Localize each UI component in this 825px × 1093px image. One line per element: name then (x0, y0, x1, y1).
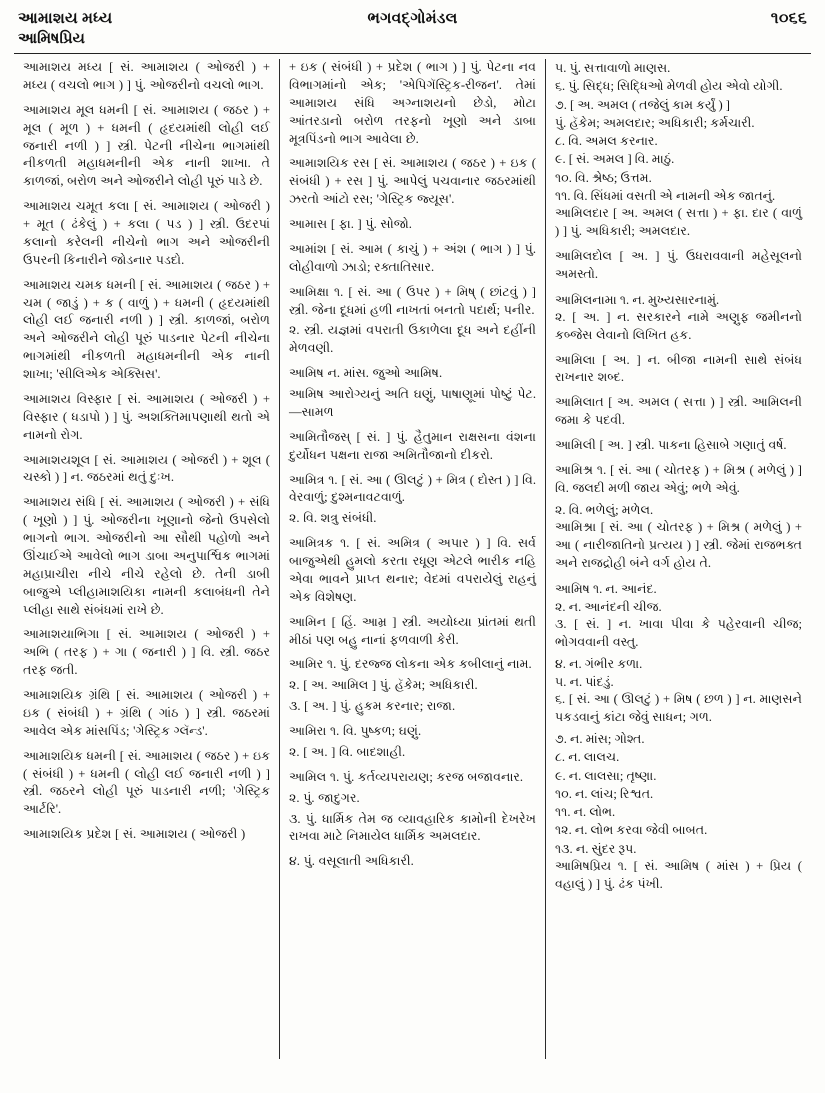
column-1 (14, 59, 280, 1059)
dictionary-sense: ૧૨. ન. લોભ કરવા જેવી બાબત. (555, 823, 708, 838)
dictionary-entry: આમિલનામા ૧. ન. મુખ્યસારનામું. (555, 292, 720, 307)
dictionary-sense: ૧૦. વિ. શ્રેષ્ઠ; ઉત્તમ. (555, 170, 652, 185)
dictionary-sense: પું. હૅકેમ; અમલદાર; અધિકારી; કર્મચારી. (555, 115, 755, 130)
dictionary-sense: ૧૧. વિ. સિંધમાં વસતી એ નામની એક જાતનું. (555, 188, 776, 203)
dictionary-entry: આમાશય ચમક ધમની [ સં. આમાશય ( જઠર ) + ચમ ( જાડું ) + ક ( વાળું ) + ધમની ( હૃદયમાંથી લોહી લઈ જનારી નળી ) ] સ્ત્રી. કાળજાં, બરોળ અને ઓજરીને લોહી પૂરું પાડનાર પેટની નીચેના ભાગમાંથી નીકળતી મહાધમનીની એક નાની શાખા; 'સીલિએક એક્સિસ'. (23, 277, 270, 381)
dictionary-entry: આમિલ ૧. પું. કર્તવ્યપરાયણ; કરજ બજાવનાર. (289, 769, 524, 784)
dictionary-entry: આમાશયિક ગ્રંથિ [ સં. આમાશય ( ઓજરી ) + ઇક ( સંબંધી ) + ગ્રંથિ ( ગાંઠ ) ] સ્ત્રી. જઠરમાં આવેલ એક માંસપિંડ; 'ગેસ્ટ્રિક ગ્લૅન્ડ'. (23, 688, 270, 738)
dictionary-entry: આમાસ [ ફા. ] પું. સોજો. (289, 217, 412, 231)
text-columns (14, 59, 811, 1059)
dictionary-entry: આમિલાત [ અ. અમલ ( સત્તા ) ] સ્ત્રી. આમિલની જમા કે પદવી. (555, 395, 802, 428)
dictionary-entry: આમિન [ હિં. આમ્ર ] સ્ત્રી. અયોધ્યા પ્રાંતમાં થતી મીઠાં પણ બહુ નાનાં ફળવાળી કેરી. (289, 614, 536, 647)
dictionary-entry: ૪. પું. વસૂલાતી અધિકારી. (289, 854, 414, 869)
dictionary-entry: ૨. સ્ત્રી. યજ્ઞમાં વપરાતી ઉકાળેલા દૂધ અને દહીંની મેળવણી. (289, 323, 536, 356)
dictionary-sense: ૫. પું. સત્તાવાળો માણસ. (555, 61, 671, 75)
dictionary-entry: આમિલા [ અ. ] ન. બીજા નામની સાથે સંબંધ રાખનાર શબ્દ. (555, 352, 802, 385)
dictionary-sense: ૨. [ અ. ] ન. સરકારને નામે અણુફ જમીનનો કબ્જેસ લેવાનો લિખિત હક. (555, 309, 802, 342)
dictionary-entry: આમિક્ષા ૧. [ સં. આ ( ઉપર ) + મિષ્ ( છાંટવું ) ] સ્ત્રી. જેના દૂધમાં હળી નાખતાં બનતો પદાર્થ; પનીર. (289, 284, 536, 317)
dictionary-sense: ૫. ન. પાંદડું. (555, 675, 614, 689)
dictionary-sense: ૯. ન. લાલસા; તૃષ્ણા. (555, 768, 657, 783)
dictionary-sense: ૩. [ સં. ] ન. ખાવા પીવા કે પહેરવાની ચીજ; ભોગવવાની વસ્તુ. (555, 617, 802, 649)
dictionary-entry: આમિલી [ અ. ] સ્ત્રી. પાકના હિસાબે ગણાતું વર્ષ. (555, 438, 787, 452)
dictionary-entry: ૨. વિ. શત્રુ સંબંધી. (289, 511, 377, 526)
dictionary-entry: આમાશયશૂલ [ સં. આમાશય ( ઓજરી ) + શૂલ ( ચસ્કો ) ] ન. જઠરમાં થતું દુઃખ. (23, 452, 270, 485)
dictionary-entry: આમિર ૧. પું. દરજ્જ લોકના એક કબીલાનું નામ. (289, 657, 532, 672)
dictionary-entry: આમાશય સંધિ [ સં. આમાશય ( ઓજરી ) + સંધિ ( ખૂણો ) ] પું. ઓજરીના ખૂણાનો જેનો ઉપસેલો ભાગનો ભાગ. ઓજરીનો આ સૌથી પહોળો અને ઊંચાઈએ આવેલો ભાગ ડાબા અનુપાર્શ્વિક ભાગમાં મહાપ્રાચીરા નીચે નીચે રહેલો છે. તેની ડાબી બાજુએ પ્લીહામાશયિકા નામની કલાબંધની તેને પ્લીહા સાથે સંબંધમાં રાખે છે. (23, 495, 270, 617)
dictionary-entry: આમાશય મધ્ય [ સં. આમાશય ( ઓજરી ) + મધ્ય ( વચલો ભાગ ) ] પું. ઓજરીનો વચલો ભાગ. (23, 60, 270, 92)
dictionary-entry: આમિલદોલ [ અ. ] પું. ઉધરાવવાની મહેસૂલનો અમસ્તો. (555, 248, 802, 281)
dictionary-entry: ૨. [ અ. ] વિ. બાદશાહી. (289, 744, 406, 759)
dictionary-entry: આમાશય ચમૂત કલા [ સં. આમાશય ( ઓજરી ) + મૂત ( ઢંકેલું ) + કલા ( પડ ) ] સ્ત્રી. ઉદરપાં કલાનો કરેલની નીચેનો ભાગ અને ઓજરીની ઉપરની કિનારીને જોડનાર પડદો. (23, 199, 270, 267)
page-number: ૧૦૬૬ (770, 10, 807, 27)
dictionary-sense: ૧૦. ન. લાંચ; રિશ્વત. (555, 786, 654, 801)
dictionary-sense: ૮. વિ. અમલ કરનાર. (555, 134, 658, 148)
dictionary-sense: ૬. [ સં. આ ( ઊલટું ) + મિષ ( છળ ) ] ન. માણસને પકડવાનું કાંટા જેવું સાધન; ગળ. (555, 692, 802, 725)
dictionary-sense: ૧૧. ન. લોભ. (555, 805, 616, 819)
dictionary-entry: આમિષ ૧. ન. આનંદ. (555, 581, 657, 596)
column-3 (546, 59, 811, 1059)
running-head (14, 10, 811, 30)
dictionary-entry: આમાશયાભિગા [ સં. આમાશય ( ઓજરી ) + અભિ ( તરફ ) + ગા ( જનારી ) ] વિ. સ્ત્રી. જઠર તરફ જતી. (23, 627, 270, 678)
dictionary-sense: ૪. ન. ગંભીર કળા. (555, 656, 643, 671)
dictionary-entry: આમાશયિક રસ [ સં. આમાશય ( જઠર ) + ઇક ( સંબંધી ) + રસ ] પું. આપેલું પચવાનાર જઠરમાંથી ઝરતો આંટો રસ; 'ગેસ્ટ્રિક જ્યૂસ'. (289, 156, 536, 207)
dictionary-sense: ૭. ન. માંસ; ગોશ્ત. (555, 732, 645, 746)
dictionary-entry: આમિરા ૧. વિ. પુષ્કળ; ઘણું. (289, 724, 422, 738)
dictionary-sense: ૨. ન. આનંદની ચીજ. (555, 599, 662, 614)
dictionary-sense: ૬. પું. સિદ્ધ; સિદ્ધિઓ મેળવી હોય એવો યોગી. (555, 79, 783, 94)
dictionary-sense: ૯. [ સં. અમલ ] વિ. માઠું. (555, 152, 675, 167)
dictionary-entry: ૩. પું. ધાર્મિક તેમ જ વ્યાવહારિક કામોની દેખરેખ રાખવા માટે નિમાયેલ ધાર્મિક અમલદાર. (289, 811, 536, 844)
dictionary-entry: આમિલદાર [ અ. અમલ ( સત્તા ) + ફા. દાર ( વાળું ) ] પું. અધિકારી; અમલદાર. (555, 206, 802, 238)
dictionary-sense: ૧૩. ન. સુંદર રૂપ. (555, 841, 637, 856)
dictionary-entry: ૨. [ અ. આમિલ ] પું. હૅકેમ; અધિકારી. (289, 678, 478, 693)
running-head-left: આમાશય મધ્ય (18, 10, 113, 27)
running-head-center: ભગવદ્ગોમંડલ (367, 10, 458, 27)
header-divider (14, 53, 811, 54)
dictionary-entry: આમિશ્ર ૧. [ સં. આ ( ચોતરફ ) + મિશ્ર ( મળેલું ) ] વિ. જલદી મળી જાય એવું; ભળે એવું. (555, 462, 802, 495)
dictionary-entry: ૨. પું. જાદુગર. (289, 790, 360, 805)
dictionary-entry: આમાંશ [ સં. આમ ( કાચું ) + અંશ ( ભાગ ) ] પું. લોહીવાળો ઝાડો; રક્તાતિસાર. (289, 241, 536, 274)
dictionary-entry: આમાશય મૂલ ધમની [ સં. આમાશય ( જઠર ) + મૂલ ( મૂળ ) + ધમની ( હૃદયમાંથી લોહી લઈ જનારી નળી ) ] સ્ત્રી. પેટની નીચેના ભાગમાંથી નીકળતી મહાધમનીની એક નાની શાખા. તે કાળજાં, બરોળ અને ઓજરીને લોહી પૂરું પાડે છે. (23, 102, 270, 189)
dictionary-entry: આમિત્ર ૧. [ સં. આ ( ઊલટું ) + મિત્ર ( દોસ્ત ) ] વિ. વેરવાળું; દુશ્મનાવટવાળું. (289, 472, 536, 505)
dictionary-entry: આમિષ ન. માંસ. જુઓ આમિષ. (289, 366, 443, 381)
dictionary-entry: આમિષપ્રિય ૧. [ સં. આમિષ ( માંસ ) + પ્રિય ( વહાલું ) ] પું. ઢંક પંખી. (555, 858, 802, 891)
dictionary-entry: આમિશ્રા [ સં. આ ( ચોતરફ ) + મિશ્ર ( મળેલું ) + આ ( નારીજાતિનો પ્રત્યય ) ] સ્ત્રી. જેમાં રાજભક્ત અને રાજદ્રોહી બંને વર્ગ હોય તે. (555, 519, 802, 570)
dictionary-entry: આમિતૌજસ્ [ સં. ] પું. હૈતુમાન રાક્ષસના વંશના દુર્યોધન પક્ષના રાજા અમિતૌજાનો દીકરો. (289, 429, 536, 462)
dictionary-entry: આમાશયિક પ્રદેશ [ સં. આમાશય ( ઓજરી ) (23, 827, 246, 842)
dictionary-entry: આમાશયિક ધમની [ સં. આમાશય ( જઠર ) + ઇક ( સંબંધી ) + ધમની ( લોહી લઈ જનારી નળી ) ] સ્ત્રી. જઠરને લોહી પૂરું પાડનારી નળી; 'ગેસ્ટ્રિક આર્ટરિ'. (23, 748, 270, 817)
column-2 (280, 59, 546, 1059)
dictionary-entry: + ઇક ( સંબંધી ) + પ્રદેશ ( ભાગ ) ] પું. પેટના નવ વિભાગમાંનો એક; 'એપિગૅસ્ટ્રિક-રીજન'. તેમાં આમાશય સંધિ અગ્નાશયનો છેડો, મોટા આંતરડાનો બરોળ તરફનો ખૂણો અને ડાબા મૂત્રપિંડનો ભાગ આવેલા છે. (289, 60, 536, 146)
dictionary-sense: ૭. [ અ. અમલ ( તજેલું કામ કર્યું ) ] (555, 97, 731, 112)
dictionary-sense: ૮. ન. લાલચ. (555, 750, 620, 765)
running-sub-head: આમિષપ્રિય (18, 31, 85, 47)
dictionary-entry: ૩. [ અ. ] પું. હુકમ કરનાર; રાજા. (289, 699, 456, 714)
dictionary-sense: ૨. વિ. ભળેલું; મળેલ. (555, 502, 654, 517)
dictionary-entry: આમિત્રક ૧. [ સં. અમિત્ર ( અપાર ) ] વિ. સર્વ બાજુએથી હુમલો કરતા રધૂણ એટલે ભારીક નહિ એવા ભાવને પ્રાપ્ત થનાર; વેદમાં વપરાયેલું રાહનું એક વિશેષણ. (289, 536, 536, 604)
verse-quote: આમિષ આરોગ્યનું અતિ ઘણું, પાષાણૂમાં પોષ્ટું પેટ. —સામળ (289, 387, 536, 419)
dictionary-entry: આમાશય વિસ્ફાર [ સં. આમાશય ( ઓજરી ) + વિસ્ફાર ( ધડાપો ) ] પું. અશક્તિમાપણાથી થતો એ નામનો રોગ. (23, 391, 270, 442)
